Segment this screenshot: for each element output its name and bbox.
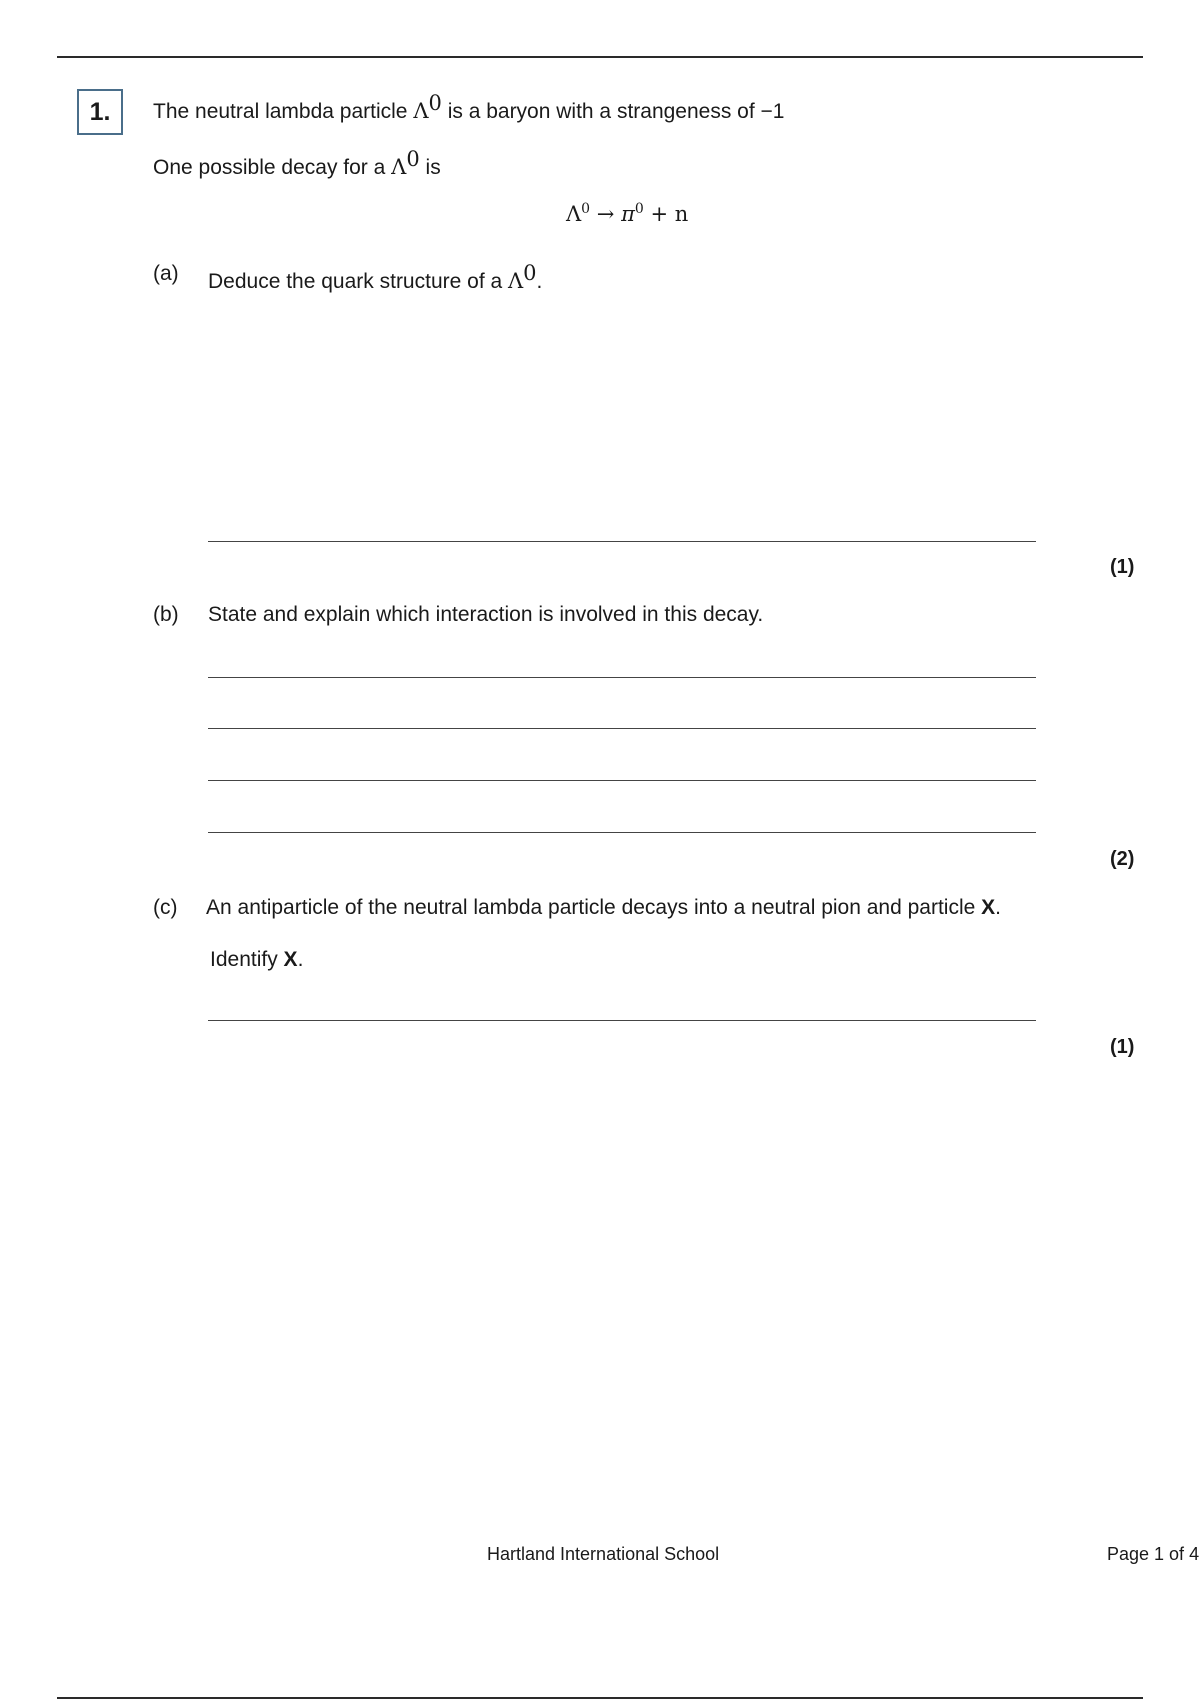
- part-b-answer-line[interactable]: [208, 780, 1036, 781]
- footer-school-name: Hartland International School: [487, 1544, 720, 1564]
- decay-equation: $\Lambda^0 \to \pi^0 + n$: [566, 201, 689, 226]
- part-b-answer-line[interactable]: [208, 728, 1036, 729]
- part-a-marks: (1): [1110, 556, 1135, 578]
- part-b-prompt: State and explain which interaction is involved in this decay.: [208, 603, 764, 626]
- part-b-label: (b): [153, 603, 179, 626]
- part-c-marks: (1): [1110, 1036, 1135, 1058]
- part-b-marks: (2): [1110, 848, 1135, 870]
- part-a-answer-line[interactable]: [208, 541, 1036, 542]
- part-b-answer-line[interactable]: [208, 832, 1036, 833]
- question-number-box: 1.: [77, 89, 123, 135]
- bottom-rule: [57, 1697, 1143, 1699]
- part-c-answer-line[interactable]: [208, 1020, 1036, 1021]
- part-c-instruction: Identify X.: [210, 948, 304, 971]
- top-rule: [57, 56, 1143, 58]
- footer-page-number: Page 1 of 4: [1107, 1544, 1200, 1564]
- part-c-prompt: An antiparticle of the neutral lambda particle decays into a neutral pion and particle X.: [206, 896, 1001, 919]
- part-a-label: (a): [153, 262, 179, 285]
- part-a-prompt: Deduce the quark structure of a $\Lambda^0$.: [208, 261, 543, 293]
- question-intro: The neutral lambda particle $\Lambda^0$ is a baryon with a strangeness of −1: [153, 91, 785, 123]
- part-c-label: (c): [153, 896, 178, 919]
- decay-intro: One possible decay for a $\Lambda^0$ is: [153, 147, 441, 179]
- part-b-answer-line[interactable]: [208, 677, 1036, 678]
